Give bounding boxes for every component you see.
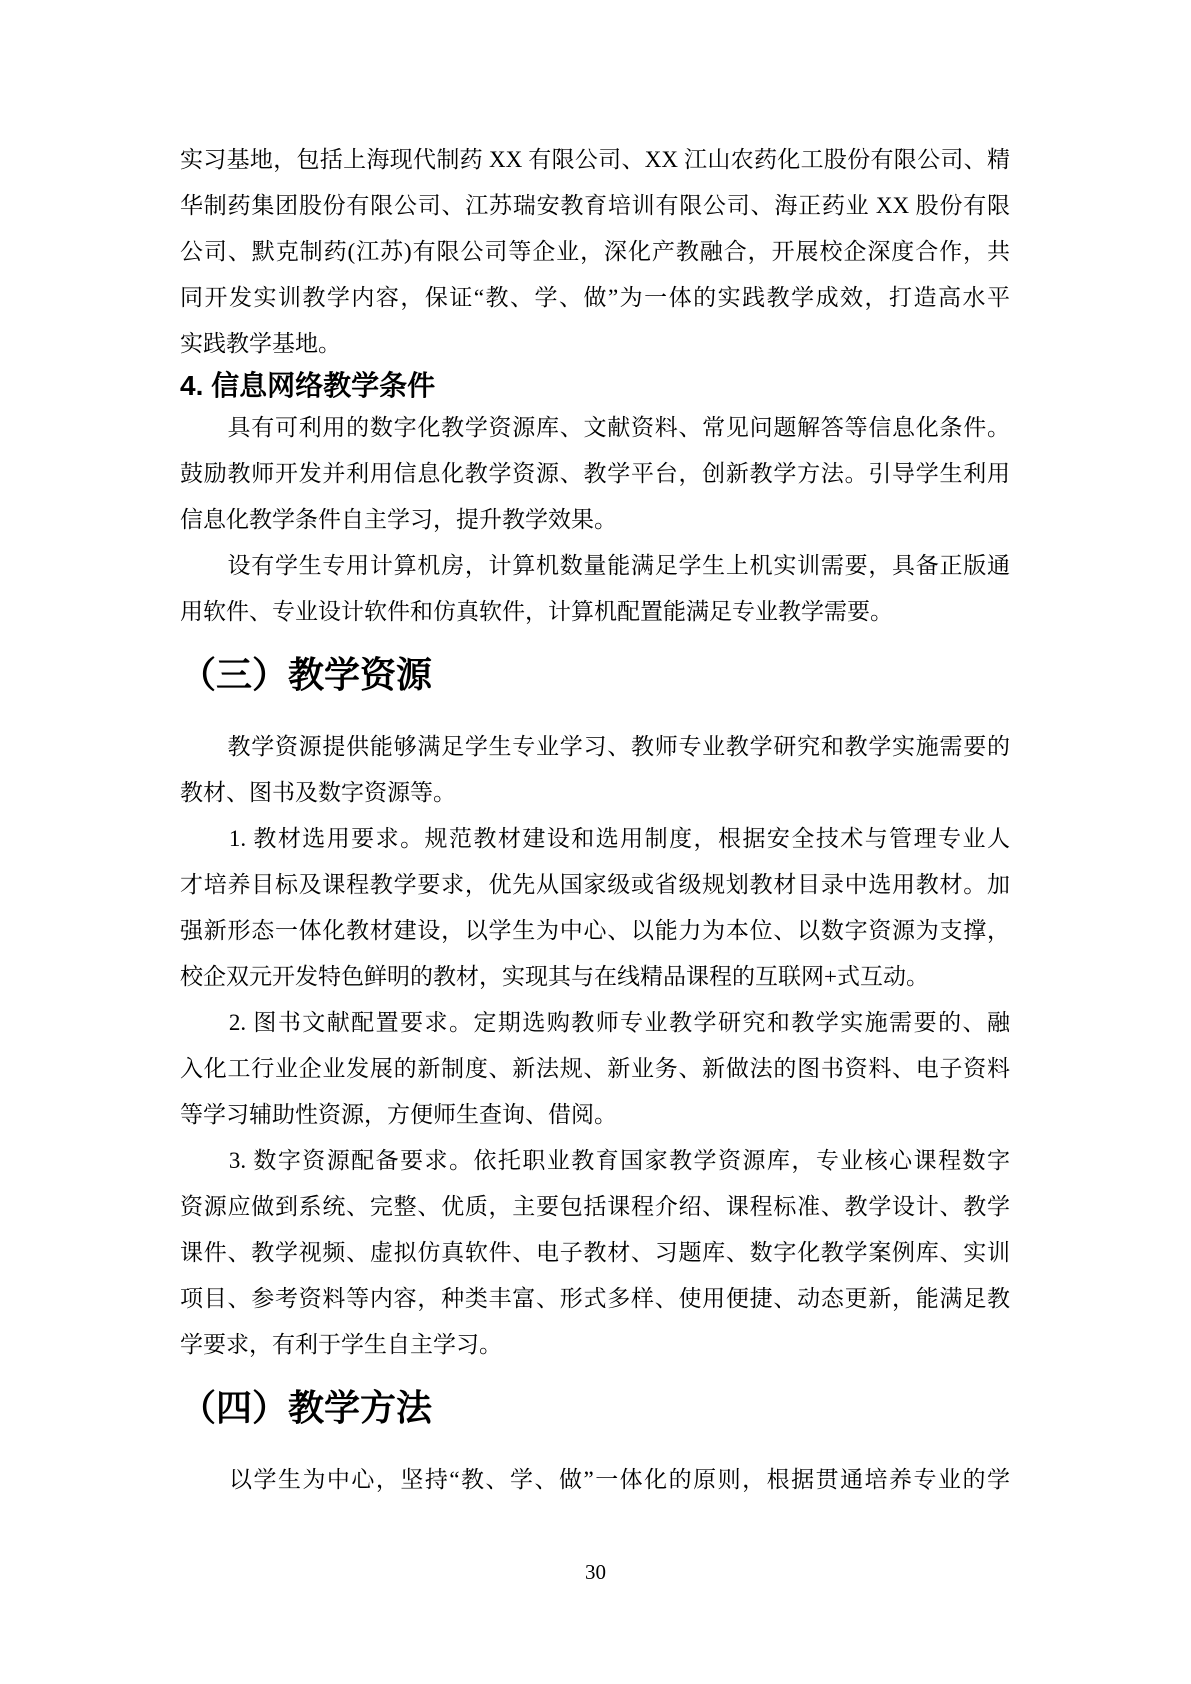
- page-number: 30: [585, 1560, 606, 1584]
- text-line: 华制药集团股份有限公司、江苏瑞安教育培训有限公司、海正药业 XX 股份有限: [180, 193, 1010, 218]
- text-line: 以学生为中心，坚持“教、学、做”一体化的原则，根据贯通培养专业的学: [180, 1467, 1010, 1492]
- text-line: 学要求，有利于学生自主学习。: [180, 1332, 502, 1357]
- text-line: 3. 数字资源配备要求。依托职业教育国家教学资源库，专业核心课程数字: [180, 1148, 1010, 1173]
- paragraph: [180, 543, 1010, 635]
- paragraph: [180, 724, 1010, 816]
- text-line: 教材、图书及数字资源等。: [180, 780, 456, 805]
- text-line: 才培养目标及课程教学要求，优先从国家级或省级规划教材目录中选用教材。加: [180, 872, 1010, 897]
- text-line: 1. 教材选用要求。规范教材建设和选用制度，根据安全技术与管理专业人: [180, 826, 1010, 851]
- text-line: 用软件、专业设计软件和仿真软件，计算机配置能满足专业教学需要。: [180, 599, 893, 624]
- text-line: 2. 图书文献配置要求。定期选购教师专业教学研究和教学实施需要的、融: [180, 1010, 1010, 1035]
- text-line: 鼓励教师开发并利用信息化教学资源、教学平台，创新教学方法。引导学生利用: [180, 461, 1010, 486]
- text-line: 资源应做到系统、完整、优质，主要包括课程介绍、课程标准、教学设计、教学: [180, 1194, 1010, 1219]
- paragraph: [180, 137, 1010, 367]
- text-line: 校企双元开发特色鲜明的教材，实现其与在线精品课程的互联网+式互动。: [180, 964, 929, 989]
- text-line: 入化工行业企业发展的新制度、新法规、新业务、新做法的图书资料、电子资料: [180, 1056, 1010, 1081]
- text-line: 同开发实训教学内容，保证“教、学、做”为一体的实践教学成效，打造高水平: [180, 285, 1010, 310]
- text-line: 公司、默克制药(江苏)有限公司等企业，深化产教融合，开展校企深度合作，共: [180, 239, 1010, 264]
- text-line: 等学习辅助性资源，方便师生查询、借阅。: [180, 1102, 617, 1127]
- section-heading: （三）教学资源: [180, 654, 433, 695]
- document-body: [180, 137, 1010, 1503]
- paragraph: [180, 405, 1010, 543]
- paragraph: [180, 1457, 1010, 1503]
- text-line: 课件、教学视频、虚拟仿真软件、电子教材、习题库、数字化教学案例库、实训: [180, 1240, 1010, 1265]
- paragraph: [180, 816, 1010, 1000]
- text-line: 实践教学基地。: [180, 331, 341, 356]
- text-line: 具有可利用的数字化教学资源库、文献资料、常见问题解答等信息化条件。: [180, 415, 1010, 440]
- text-line: 信息化教学条件自主学习，提升教学效果。: [180, 507, 617, 532]
- text-line: 设有学生专用计算机房，计算机数量能满足学生上机实训需要，具备正版通: [180, 553, 1010, 578]
- text-line: 实习基地，包括上海现代制药 XX 有限公司、XX 江山农药化工股份有限公司、精: [180, 147, 1010, 172]
- subsection-heading: 4. 信息网络教学条件: [180, 370, 436, 401]
- text-line: 教学资源提供能够满足学生专业学习、教师专业教学研究和教学实施需要的: [180, 734, 1010, 759]
- section-heading: （四）教学方法: [180, 1387, 433, 1428]
- paragraph: [180, 1138, 1010, 1368]
- text-line: 项目、参考资料等内容，种类丰富、形式多样、使用便捷、动态更新，能满足教: [180, 1286, 1010, 1311]
- paragraph: [180, 1000, 1010, 1138]
- text-line: 强新形态一体化教材建设，以学生为中心、以能力为本位、以数字资源为支撑，: [180, 918, 1010, 943]
